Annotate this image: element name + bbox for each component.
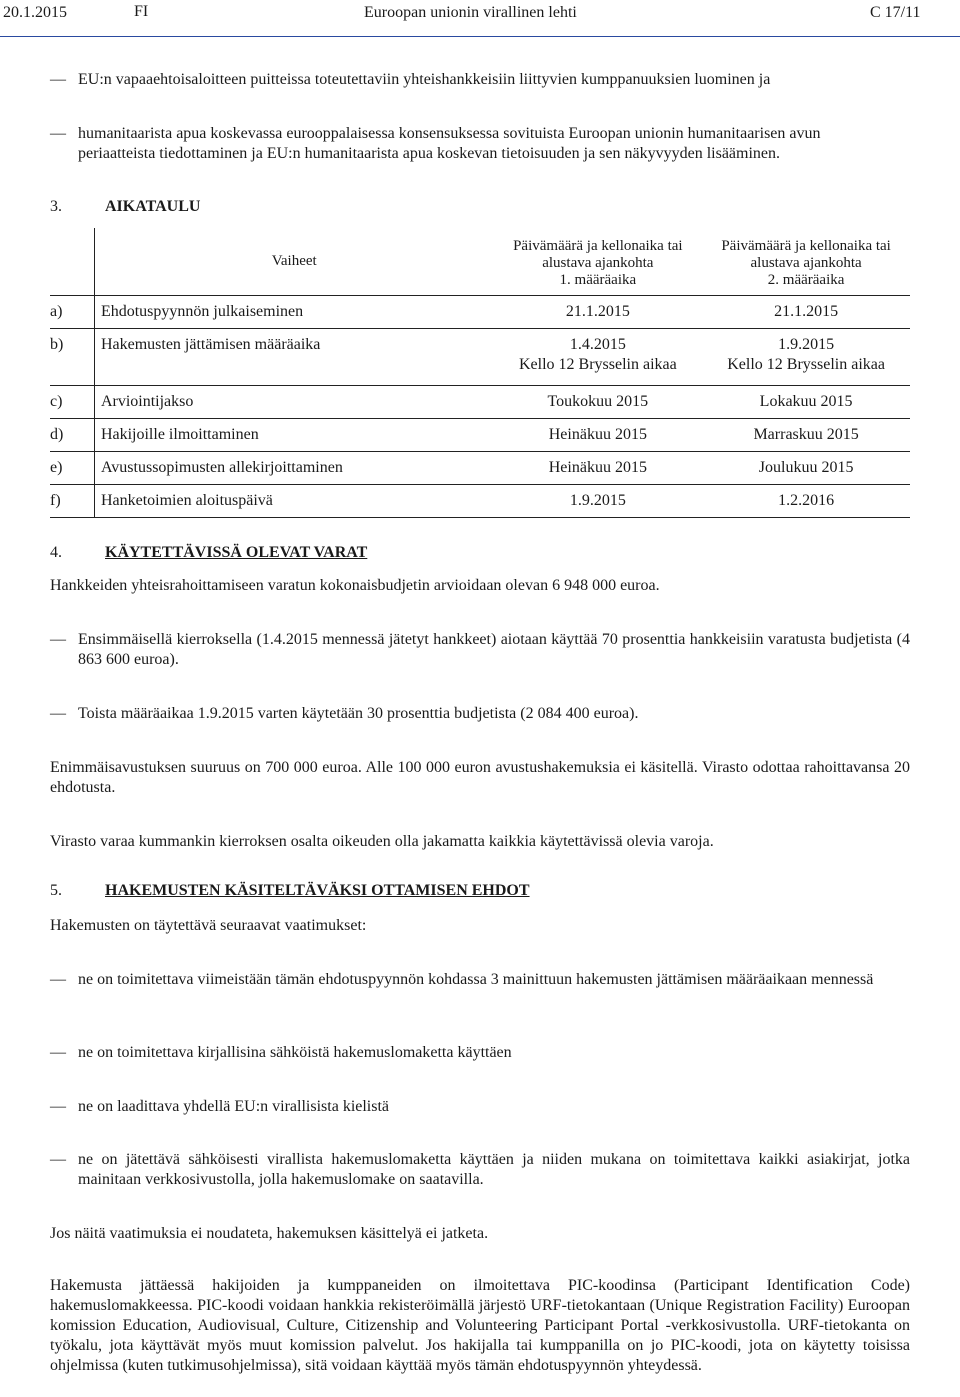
section-5-number: 5. xyxy=(50,882,62,899)
dash: — xyxy=(50,705,66,722)
time-value: Kello 12 Brysselin aikaa xyxy=(518,356,677,373)
section-4-paragraph-3: Virasto varaa kummankin kierroksen osalta oikeuden olla jakamatta kaikkia käytettävissä olevia varoja. xyxy=(50,833,714,850)
row-date-1 xyxy=(493,329,702,386)
row-date-1: 1.9.2015 xyxy=(493,485,702,518)
header-rule xyxy=(0,36,960,37)
section-5-paragraph-2: Jos näitä vaatimuksia ei noudateta, hakemuksen käsittelyä ei jatketa. xyxy=(50,1225,489,1242)
row-date-1: Heinäkuu 2015 xyxy=(493,452,702,485)
header-text: Päivämäärä ja kellonaika tai xyxy=(721,238,891,254)
row-date-1: Heinäkuu 2015 xyxy=(493,419,702,452)
row-label: d) xyxy=(50,419,94,452)
section-3-number: 3. xyxy=(50,198,62,215)
section-4-paragraph-1: Hankkeiden yhteisrahoittamiseen varatun kokonaisbudjetin arvioidaan olevan 6 948 000 euroa. xyxy=(50,577,660,594)
section-5-item xyxy=(50,1043,910,1063)
language-badge: FI xyxy=(134,3,149,20)
page-number: C 17/11 xyxy=(870,4,921,21)
section-5-item xyxy=(50,1097,910,1117)
section-4-item-text: Toista määräaikaa 1.9.2015 varten käytetään 30 prosenttia budjetista (2 084 400 euroa). xyxy=(78,705,639,722)
table-header-row xyxy=(50,228,910,296)
dash: — xyxy=(50,971,66,988)
row-date-2: 21.1.2015 xyxy=(702,296,910,329)
section-4-paragraph-2: Enimmäisavustuksen suuruus on 700 000 euroa. Alle 100 000 euron avustushakemuksia ei käsitellä. Virasto odottaa rahoittavansa 20 ehdotusta. xyxy=(50,759,910,796)
header-deadline-1 xyxy=(493,228,702,296)
row-phase: Arviointijakso xyxy=(94,386,493,419)
row-label: f) xyxy=(50,485,94,518)
header-text: 1. määräaika xyxy=(559,272,637,288)
table-row xyxy=(50,386,910,419)
section-4-item-text: Ensimmäisellä kierroksella (1.4.2015 mennessä jätetyt hankkeet) aiotaan käyttää 70 prosenttia hankkeisiin varatusta budjetista (4 863 600 euroa). xyxy=(78,631,910,668)
dash: — xyxy=(50,1151,66,1168)
row-phase: Hakijoille ilmoittaminen xyxy=(94,419,493,452)
row-date-2: Lokakuu 2015 xyxy=(702,386,910,419)
section-5-item-text: ne on toimitettava kirjallisina sähköistä hakemuslomaketta käyttäen xyxy=(78,1044,512,1061)
intro-item xyxy=(50,124,910,164)
section-4-number: 4. xyxy=(50,544,62,561)
header-date: 20.1.2015 xyxy=(3,4,67,21)
row-label: c) xyxy=(50,386,94,419)
section-5-item xyxy=(50,1150,910,1190)
header-phase: Vaiheet xyxy=(94,228,493,296)
header-text: 2. määräaika xyxy=(767,272,845,288)
table-row xyxy=(50,419,910,452)
date-value: 1.4.2015 xyxy=(569,336,626,353)
header-text: alustava ajankohta xyxy=(750,255,862,271)
section-4-title: KÄYTETTÄVISSÄ OLEVAT VARAT xyxy=(105,544,368,561)
section-3-title: AIKATAULU xyxy=(105,198,201,215)
dash: — xyxy=(50,1098,66,1115)
header-text: Päivämäärä ja kellonaika tai xyxy=(513,238,683,254)
section-5-item-text: ne on laadittava yhdellä EU:n virallisista kielistä xyxy=(78,1098,390,1115)
section-5-item-text: ne on jätettävä sähköisesti virallista hakemuslomaketta käyttäen ja niiden mukana on toimitettava kaikki asiakirjat, jotka mainitaan verkkosivustolla, jolla hakemuslomake on saatavilla. xyxy=(78,1151,910,1188)
intro-item xyxy=(50,70,910,90)
row-phase: Avustussopimusten allekirjoittaminen xyxy=(94,452,493,485)
row-date-2: Joulukuu 2015 xyxy=(702,452,910,485)
header-deadline-2 xyxy=(702,228,910,296)
intro-item-text: EU:n vapaaehtoisaloitteen puitteissa toteutettaviin yhteishankkeisiin liittyvien kumppanuuksien luominen ja xyxy=(78,71,771,88)
row-label: a) xyxy=(50,296,94,329)
dash: — xyxy=(50,71,66,88)
section-4-item xyxy=(50,704,910,724)
section-5-item xyxy=(50,970,910,990)
time-value: Kello 12 Brysselin aikaa xyxy=(727,356,885,373)
section-5-paragraph-1: Hakemusten on täytettävä seuraavat vaatimukset: xyxy=(50,917,367,934)
table-row xyxy=(50,329,910,386)
row-phase: Ehdotuspyynnön julkaiseminen xyxy=(94,296,493,329)
dash: — xyxy=(50,631,66,648)
table-row xyxy=(50,452,910,485)
journal-title: Euroopan unionin virallinen lehti xyxy=(364,4,577,21)
row-date-1: Toukokuu 2015 xyxy=(493,386,702,419)
intro-item-text-line1: humanitaarista apua koskevassa eurooppalaisessa konsensuksessa sovituista Euroopan unionin humanitaarisen avun xyxy=(78,125,821,142)
dash: — xyxy=(50,125,66,142)
row-label: b) xyxy=(50,329,94,386)
date-value: 1.9.2015 xyxy=(778,336,835,353)
section-5-item-text: ne on toimitettava viimeistään tämän ehdotuspyynnön kohdassa 3 mainittuun hakemusten jättämisen määräaikaan mennessä xyxy=(78,971,874,988)
table-row xyxy=(50,485,910,518)
row-date-2 xyxy=(702,329,910,386)
row-phase: Hanketoimien aloituspäivä xyxy=(94,485,493,518)
schedule-table xyxy=(50,228,910,518)
intro-item-text-line2: periaatteista tiedottaminen ja EU:n humanitaarista apua koskevan tietoisuuden ja sen näkyvyyden lisääminen. xyxy=(78,145,781,162)
row-date-2: Marraskuu 2015 xyxy=(702,419,910,452)
row-label: e) xyxy=(50,452,94,485)
row-date-2: 1.2.2016 xyxy=(702,485,910,518)
section-5-paragraph-3: Hakemusta jättäessä hakijoiden ja kumppaneiden on ilmoitettava PIC-koodinsa (Participant Identification Code) hakemuslomakkeessa. PIC-koodi voidaan hankkia rekisteröimällä järjestö URF-tietokantaan (Unique Registration Facility) Euroopan komission Education, Audiovisual, Culture, Citizenship and Volunteering Participant Portal -verkkosivustolla. URF-tietokanta on työkalu, jota käyttävät myös muut komission palvelut. Jos hakijalla tai kumppanilla on jo PIC-koodi, jota on käytetty toisissa ohjelmissa (kuten tutkimusohjelmissa), sitä voidaan käyttää myös tämän ehdotuspyynnön yhteydessä. xyxy=(50,1277,910,1374)
header-text: alustava ajankohta xyxy=(542,255,654,271)
row-phase: Hakemusten jättämisen määräaika xyxy=(94,329,493,386)
table-row xyxy=(50,296,910,329)
section-4-item xyxy=(50,630,910,670)
row-date-1: 21.1.2015 xyxy=(493,296,702,329)
section-5-title: HAKEMUSTEN KÄSITELTÄVÄKSI OTTAMISEN EHDOT xyxy=(105,882,530,899)
dash: — xyxy=(50,1044,66,1061)
